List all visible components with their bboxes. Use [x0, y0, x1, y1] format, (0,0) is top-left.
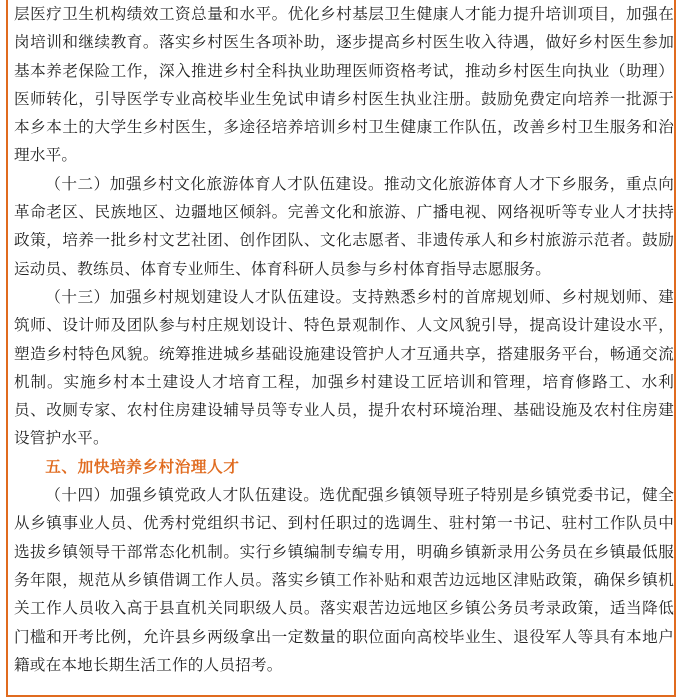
- paragraph-planning-construction: （十三）加强乡村规划建设人才队伍建设。支持熟悉乡村的首席规划师、乡村规划师、建筑师、设计师及团队参与村庄规划设计、特色景观制作、人文风貌引导，提高设计建设水平，塑造乡村特色风貌。统筹推进城乡基础设施建设管护人才互通共享，搭建服务平台，畅通交流机制。实施乡村本土建设人才培育工程，加强乡村建设工匠培训和管理，培育修路工、水利员、改厕专家、农村住房建设辅导员等专业人员，提升农村环境治理、基础设施及农村住房建设管护水平。: [14, 287, 674, 448]
- section-heading: 五、加快培养乡村治理人才: [45, 457, 240, 476]
- paragraph-rural-doctors: 层医疗卫生机构绩效工资总量和水平。优化乡村基层卫生健康人才能力提升培训项目，加强在岗培训和继续教育。落实乡村医生各项补助，逐步提高乡村医生收入待遇，做好乡村医生参加基本养老保险工作，深入推进乡村全科执业助理医师资格考试，推动乡村医生向执业（助理）医师转化，引导医学专业高校毕业生免试申请乡村医生执业注册。鼓励免费定向培养一批源于本乡本土的大学生乡村医生，多途径培养培训乡村卫生健康工作队伍，改善乡村卫生服务和治理水平。: [14, 5, 674, 165]
- paragraph-culture-tourism-sports: （十二）加强乡村文化旅游体育人才队伍建设。推动文化旅游体育人才下乡服务，重点向革命老区、民族地区、边疆地区倾斜。完善文化和旅游、广播电视、网络视听等专业人才扶持政策，培养一批乡村文艺社团、创作团队、文化志愿者、非遗传承人和乡村旅游示范者。鼓励运动员、教练员、体育专业师生、体育科研人员参与乡村体育指导志愿服务。: [14, 174, 674, 278]
- article-body: [14, 0, 674, 679]
- paragraph-township-officials: （十四）加强乡镇党政人才队伍建设。选优配强乡镇领导班子特别是乡镇党委书记，健全从乡镇事业人员、优秀村党组织书记、到村任职过的选调生、驻村第一书记、驻村工作队员中选拔乡镇领导干部常态化机制。实行乡镇编制专编专用，明确乡镇新录用公务员在乡镇最低服务年限，规范从乡镇借调工作人员。落实乡镇工作补贴和艰苦边远地区津贴政策，确保乡镇机关工作人员收入高于县直机关同职级人员。落实艰苦边远地区乡镇公务员考录政策，适当降低门槛和开考比例，允许县乡两级拿出一定数量的职位面向高校毕业生、退役军人等具有本地户籍或在本地长期生活工作的人员招考。: [14, 486, 674, 674]
